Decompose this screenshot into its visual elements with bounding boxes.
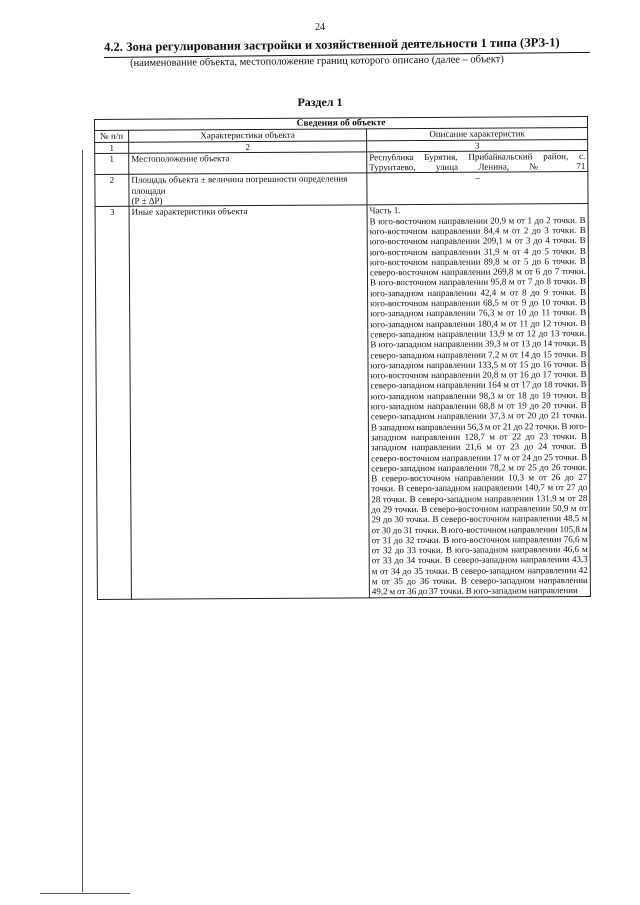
- table-caption: Сведения об объекте: [95, 116, 588, 130]
- boundary-description: В юго-восточном направлении 20,9 м от 1 до 2 точки. В юго-восточном направлении 84,4 м от 2 до 3 точки. В юго-восточном направлении 209,1 м от 3 до 4 точки. В юго-восточном направлении 31,9 м от 4 до 5 точки. В юго-восточном направлении 89,8 м от 5 до 6 точки. В северо-восточном направлении 269,8 м от 6 до 7 точки. В юго-восточном направлении 95,8 м от 7 до 8 точки. В юго-западном направлении 42,4 м от 8 до 9 точки. В юго-восточном направлении 68,5 м от 9 до 10 точки. В юго-западном направлении 76,3 м от 10 до 11 точки. В юго-западном направлении 180,4 м от 11 до 12 точки. В северо-западном направлении 13,9 м от 12 до 13 точки. В юго-западном направлении 39,3 м от 13 до 14 точки. В северо-западном направлении 7,2 м от 14 до 15 точки. В юго-западном направлении 133,5 м от 15 до 16 точки. В юго-восточном направлении 20,8 м от 16 до 17 точки. В северо-западном направлении 164 м от 17 до 18 точки. В юго-западном направлении 98,3 м от 18 до 19 точки. В юго-западном направлении 68,8 м от 19 до 20 точки. В северо-западном направлении 37,3 м от 20 до 21 точки. В западном направлении 56,3 м от 21 до 22 точки. В юго-западном направлении 128,7 м от 22 до 23 точки. В западном направлении 21,6 м от 23 до 24 точки. В северо-восточном направлении 17 м от 24 до 25 точки. В северо-западном направлении 78,2 м от 25 до 26 точки. В северо-восточном направлении 10,3 м от 26 до 27 точки. В северо-западном направлении 140,7 м от 27 до 28 точки. В северо-западном направлении 131,9 м от 28 до 29 точки. В северо-восточном направлении 50,9 м от 29 до 30 точки. В северо-восточном направлении 48,5 м от 30 до 31 точки. В юго-восточном направлении 105,8 м от 31 до 32 точки. В юго-восточном направлении 76,6 м от 32 до 33 точки. В юго-западном направлении 46,6 м от 33 до 34 точки. В северо-западном направлении 43,3 м от 34 до 35 точки. В северо-западном направлении 42 м от 35 до 36 точки. В северо-западном направлении 49,2 м от 36 до 37 точки. В юго-западном направлении: [369, 214, 588, 597]
- row-description-cell: [367, 172, 588, 205]
- column-index: 2: [129, 140, 367, 153]
- row-number: 3: [95, 207, 131, 599]
- column-index: 3: [367, 139, 588, 152]
- part-label: Часть 1.: [369, 205, 401, 216]
- page-number: 24: [315, 22, 325, 33]
- table-row: [95, 204, 590, 599]
- row-description-cell: [367, 204, 590, 598]
- zone-caption: (наименование объекта, местоположение границ которого описано (далее – объект): [130, 54, 504, 69]
- header-num: № п/п: [95, 131, 129, 143]
- row-characteristic-cell: [129, 173, 367, 206]
- column-index: 1: [95, 142, 129, 154]
- row-characteristic: Площадь объекта ± величина погрешности определения площади: [131, 173, 348, 196]
- row-description: –: [475, 173, 480, 184]
- object-info-table-wrapper: [94, 116, 590, 600]
- object-info-table: [94, 116, 591, 600]
- margin-rule: [82, 150, 83, 892]
- row-number: 2: [95, 175, 129, 207]
- section-title: Раздел 1: [297, 95, 343, 109]
- footer-rule: [40, 893, 130, 894]
- row-description: Республика Бурятия, Прибайкальский район, с. Турунтаево, улица Ленина, № 71: [367, 150, 588, 173]
- table-row: [95, 172, 588, 207]
- table-row: [95, 150, 588, 175]
- row-characteristic: Иные характеристики объекта: [129, 205, 369, 599]
- zone-title: 4.2. Зона регулирования застройки и хозяйственной деятельности 1 типа (ЗРЗ-1): [104, 35, 560, 54]
- header-characteristics: Характеристики объекта: [129, 129, 367, 142]
- row-number: 1: [95, 153, 129, 175]
- header-description: Описание характеристик: [367, 128, 588, 141]
- row-characteristic: Местоположение объекта: [129, 152, 367, 175]
- area-formula: (Р ± ∆Р): [131, 195, 163, 206]
